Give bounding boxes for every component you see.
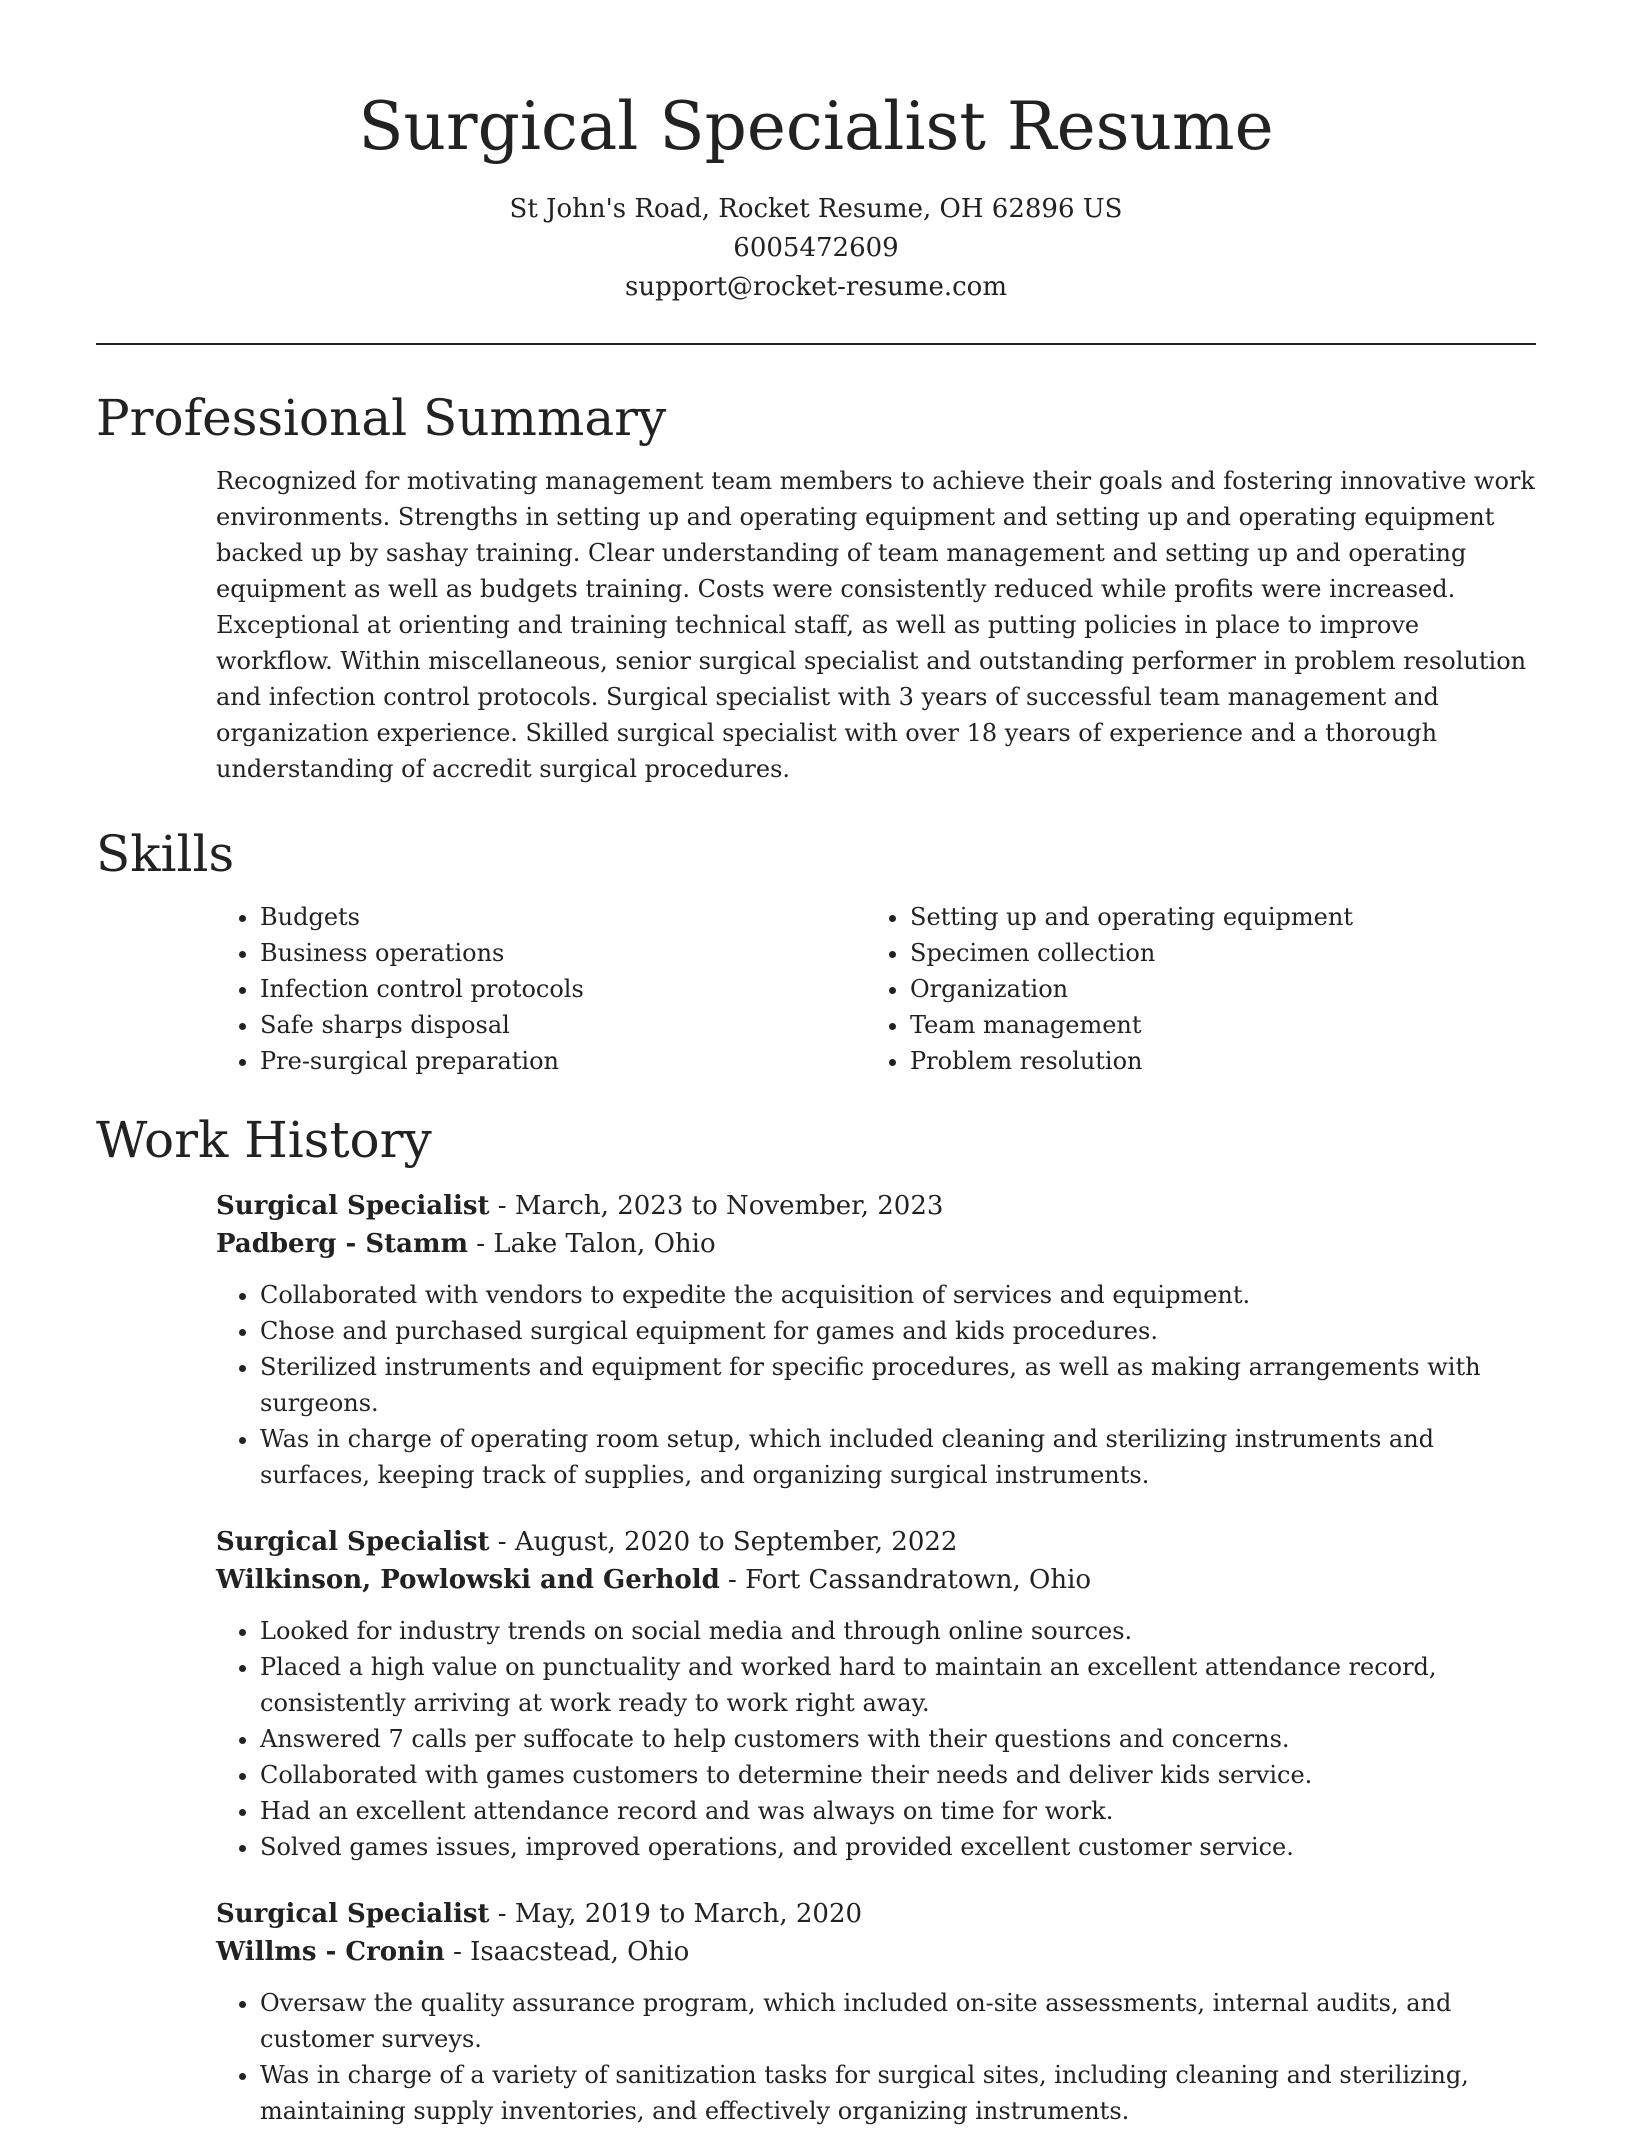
job-company: Willms - Cronin (216, 1937, 445, 1967)
job-title-line (216, 1187, 1536, 1225)
job-bullet: • Looked for industry trends on social media and through online sources. (260, 1613, 1536, 1649)
job-bullet: • Had an excellent attendance record and was always on time for work. (260, 1793, 1536, 1829)
job-title-line (216, 1895, 1536, 1933)
job-bullet: • Chose and purchased surgical equipment for games and kids procedures. (260, 1313, 1536, 1349)
job-bullet: • Collaborated with vendors to expedite the acquisition of services and equipment. (260, 1277, 1536, 1313)
job-bullet: • Oversaw the quality assurance program, which included on-site assessments, internal audits, and customer surveys. (260, 1985, 1536, 2057)
skill-item: • Infection control protocols (260, 971, 866, 1007)
resume-title: Surgical Specialist Resume (358, 88, 1274, 165)
resume-page (96, 0, 1536, 2129)
job-company: Padberg - Stamm (216, 1229, 469, 1259)
skill-item: • Budgets (260, 899, 866, 935)
job-company-line (216, 1933, 1536, 1971)
skills-list (216, 899, 1536, 1079)
skill-item: • Problem resolution (910, 1043, 1516, 1079)
skill-item: • Setting up and operating equipment (910, 899, 1516, 935)
skill-item: • Business operations (260, 935, 866, 971)
job-entry (216, 1523, 1536, 1865)
job-bullet: • Was in charge of a variety of sanitization tasks for surgical sites, including cleaning and sterilizing, maintaining supply inventories, and effectively organizing instruments. (260, 2057, 1536, 2129)
skill-item: • Team management (910, 1007, 1516, 1043)
job-bullet: • Solved games issues, improved operations, and provided excellent customer service. (260, 1829, 1536, 1865)
job-company: Wilkinson, Powlowski and Gerhold (216, 1565, 720, 1595)
job-title: Surgical Specialist (216, 1527, 490, 1557)
phone: 6005472609 (733, 233, 899, 263)
job-bullet: • Placed a high value on punctuality and worked hard to maintain an excellent attendance record, consistently arriving at work ready to work right away. (260, 1649, 1536, 1721)
job-entry (216, 1187, 1536, 1493)
skill-item: • Pre-surgical preparation (260, 1043, 866, 1079)
skills-column-left (216, 899, 866, 1079)
summary-text: Recognized for motivating management team members to achieve their goals and fostering innovative work environments. Strengths in setting up and operating equipment and setting up and operating equipment backed up by sashay training. Clear understanding of team management and setting up and operating equipment as well as budgets training. Costs were consistently reduced while profits were increased. Exceptional at orienting and training technical staff, as well as putting policies in place to improve workflow. Within miscellaneous, senior surgical specialist and outstanding performer in problem resolution and infection control protocols. Surgical specialist with 3 years of successful team management and organization experience. Skilled surgical specialist with over 18 years of experience and a thorough understanding of accredit surgical procedures. (216, 467, 1535, 783)
summary-heading: Professional Summary (96, 389, 667, 447)
job-dates: - March, 2023 to November, 2023 (489, 1191, 944, 1221)
job-title-line (216, 1523, 1536, 1561)
work-history-heading: Work History (96, 1111, 432, 1169)
job-title: Surgical Specialist (216, 1899, 490, 1929)
skills-heading: Skills (96, 825, 235, 883)
skill-item: • Specimen collection (910, 935, 1516, 971)
resume-header (96, 0, 1536, 307)
job-entry (216, 1895, 1536, 2129)
job-dates: - August, 2020 to September, 2022 (489, 1527, 958, 1557)
email: support@rocket-resume.com (624, 272, 1007, 302)
contact-info (96, 190, 1536, 307)
job-company-line (216, 1225, 1536, 1263)
job-title: Surgical Specialist (216, 1191, 490, 1221)
job-bullet: • Collaborated with games customers to determine their needs and deliver kids service. (260, 1757, 1536, 1793)
job-bullet: • Sterilized instruments and equipment for specific procedures, as well as making arrangements with surgeons. (260, 1349, 1536, 1421)
job-location: - Lake Talon, Ohio (468, 1229, 716, 1259)
header-divider (96, 343, 1536, 345)
skill-item: • Safe sharps disposal (260, 1007, 866, 1043)
job-location: - Fort Cassandratown, Ohio (719, 1565, 1092, 1595)
job-bullets (216, 1985, 1536, 2129)
address: St John's Road, Rocket Resume, OH 62896 US (509, 194, 1123, 224)
job-bullet: • Answered 7 calls per suffocate to help customers with their questions and concerns. (260, 1721, 1536, 1757)
job-bullets (216, 1613, 1536, 1865)
skill-item: • Organization (910, 971, 1516, 1007)
job-location: - Isaacstead, Ohio (444, 1937, 690, 1967)
job-bullet: • Was in charge of operating room setup, which included cleaning and sterilizing instruments and surfaces, keeping track of supplies, and organizing surgical instruments. (260, 1421, 1536, 1493)
job-company-line (216, 1561, 1536, 1599)
skills-column-right (866, 899, 1516, 1079)
job-bullets (216, 1277, 1536, 1493)
job-dates: - May, 2019 to March, 2020 (489, 1899, 863, 1929)
